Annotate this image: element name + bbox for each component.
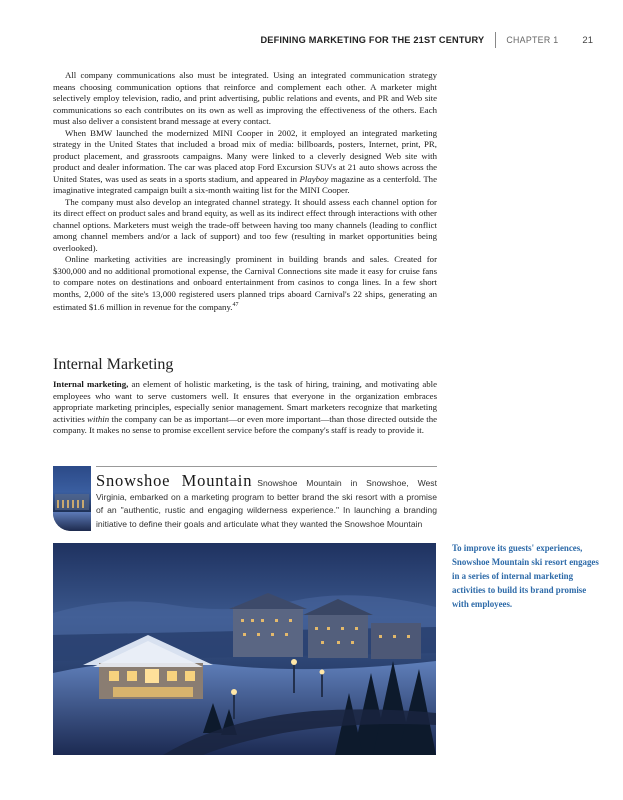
running-head-divider <box>495 32 496 48</box>
paragraph-internal-marketing <box>53 379 437 437</box>
paragraph-channel-strategy: The company must also develop an integrated channel strategy. It should assess each channel option for its direct effect on product sales and brand equity, as well as its indirect effect through interactions with other channel options. Marketers must weigh the trade-off between having too many channels (leading to conflict among channel members and/or a lack of support) and too few (resulting in market opportunities being overlooked). <box>53 196 437 253</box>
mini-cooper-text-end: magazine as a centerfold. The imaginative integrated campaign built a six-month waiting list for the MINI Cooper. <box>53 173 437 195</box>
case-divider <box>96 466 437 467</box>
page-number: 21 <box>582 34 593 46</box>
thumbnail-lights <box>57 500 87 508</box>
paragraph-online-marketing <box>53 254 437 313</box>
section-heading-internal-marketing: Internal Marketing <box>53 356 174 373</box>
key-term: Internal marketing, <box>53 379 129 389</box>
mini-cooper-text: When BMW launched the modernized MINI Cooper in 2002, it employed an integrated marketing strategy in the United States that included a broad mix of media: billboards, posters, Internet, print, PR, product placement, and grassroots campaigns. Many were linked to a cleverly designed Web site with product and dealer information. The car was placed atop Ford Excursion SUVs at 21 auto shows across the United States, was used as seats in a sports stadium, and appeared in <box>53 127 437 184</box>
case-text: Snowshoe Mountain in Snowshoe, West Virginia, embarked on a marketing program to better brand the ski resort with a promise of an "authentic, rustic and engaging wilderness experience." In launching a branding initiative to define their goals and articulate what they wanted the Snowshoe Mountain <box>96 478 437 529</box>
footnote-marker: 47 <box>232 302 239 308</box>
paragraph-integrated-communication: All company communications also must be integrated. Using an integrated communication strategy means choosing communication options that reinforce and complement each other. A marketer might selectively employ television, radio, and print advertising, public relations and events, and PR and Web site communications so each contributes on its own as well as improving the effectiveness of the others. Each must also deliver a consistent brand message at every contact. <box>53 70 437 126</box>
within-italic: within <box>87 413 110 424</box>
paragraph-mini-cooper <box>53 128 437 197</box>
internal-marketing-text: an element of holistic marketing, is the task of hiring, training, and motivating able employees who want to serve customers well. It ensures that everyone in the organization embraces appropriate marketing principles, especially senior management. Smart marketers recognize that marketing activities <box>53 379 438 424</box>
running-head-chapter: CHAPTER 1 <box>506 35 559 45</box>
photo-caption: To improve its guests' experiences, Snowshoe Mountain ski resort engages in a series of internal marketing activities to build its brand promise with employees. <box>452 543 599 609</box>
running-head-title: DEFINING MARKETING FOR THE 21ST CENTURY <box>260 35 485 45</box>
body-text <box>53 70 437 313</box>
thumbnail-snow <box>53 512 91 531</box>
resort-night-illustration <box>53 543 436 755</box>
internal-marketing-text-end: the company can be as important—or even more important—than those directed outside the company. It makes no sense to promise excellent service before the company's staff is ready to provide it. <box>53 413 437 435</box>
playboy-italic: Playboy <box>299 173 329 184</box>
case-study <box>96 471 437 531</box>
case-title: Snowshoe Mountain <box>96 471 253 490</box>
snowshoe-resort-photo <box>53 543 436 755</box>
case-thumbnail <box>53 466 91 531</box>
running-head <box>260 33 593 47</box>
online-marketing-text: Online marketing activities are increasingly prominent in building brands and sales. Created for $300,000 and no additional promotional expense, the Carnival Connections site made it easy for cruise fans to compare notes on destinations and onboard entertainment from casinos to conga lines. In a few short months, 2,000 of the site's 13,000 registered users planned trips aboard Carnival's 22 ships, generating an estimated $1.6 million in revenue for the company. <box>53 254 437 312</box>
